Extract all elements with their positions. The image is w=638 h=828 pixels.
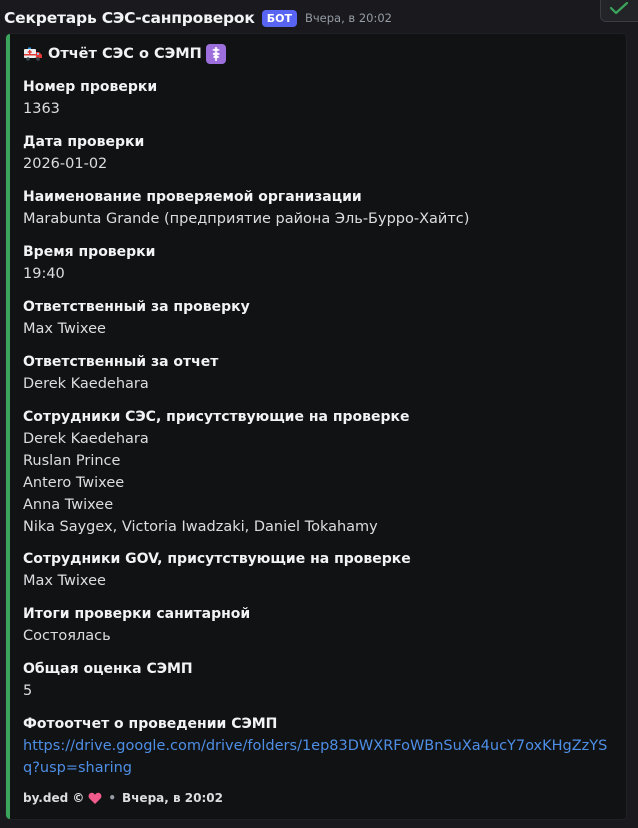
footer-separator: • <box>108 791 117 805</box>
embed-card <box>5 33 627 820</box>
field-value: 5 <box>23 683 33 699</box>
field-name: Итоги проверки санитарной <box>23 606 251 622</box>
field-value: 1363 <box>23 101 60 117</box>
embed-title <box>23 44 226 64</box>
field-value: Ruslan Prince <box>23 453 121 469</box>
reaction-button[interactable] <box>600 0 638 22</box>
message-timestamp: Вчера, в 20:02 <box>304 11 392 25</box>
field-organization <box>23 187 469 230</box>
embed-footer <box>23 791 223 805</box>
footer-text: by.ded © <box>23 791 85 805</box>
medical-symbol-icon <box>206 44 226 64</box>
field-sanitary-result <box>23 604 250 647</box>
field-overall-score <box>23 659 193 702</box>
field-value: Max Twixee <box>23 573 106 589</box>
field-check-time <box>23 242 156 285</box>
footer-timestamp: Вчера, в 20:02 <box>122 791 223 805</box>
field-check-number <box>23 77 157 120</box>
field-value: Derek Kaedehara <box>23 431 149 447</box>
field-name: Ответственный за проверку <box>23 299 250 315</box>
field-name: Сотрудники СЭС, присутствующие на проверке <box>23 409 410 425</box>
field-name: Дата проверки <box>23 134 145 150</box>
field-name: Номер проверки <box>23 79 158 95</box>
author-name[interactable]: Секретарь СЭС-санпроверок <box>4 9 255 27</box>
field-ses-staff <box>23 407 410 538</box>
field-value: Nika Saygex, Victoria Iwadzaki, Daniel Tokahamy <box>23 519 378 535</box>
field-value: 2026-01-02 <box>23 156 108 172</box>
field-name: Общая оценка СЭМП <box>23 661 193 677</box>
field-name: Наименование проверяемой организации <box>23 189 362 205</box>
field-value: Состоялась <box>23 628 111 644</box>
field-name: Фотоотчет о проведении СЭМП <box>23 716 278 732</box>
check-icon <box>609 1 629 15</box>
field-responsible-report <box>23 352 218 395</box>
bot-badge: БОТ <box>262 10 297 27</box>
embed-title-text: Отчёт СЭС о СЭМП <box>48 46 202 62</box>
field-value: Derek Kaedehara <box>23 376 149 392</box>
photo-report-link[interactable]: https://drive.google.com/drive/folders/1ep83DWXRFoWBnSuXa4ucY7oxKHgZzYSq?usp=sharing <box>23 738 608 776</box>
field-value: Anna Twixee <box>23 497 114 513</box>
embed-accent-bar <box>6 34 10 819</box>
field-name: Время проверки <box>23 244 156 260</box>
heart-icon <box>88 792 102 805</box>
field-value <box>23 735 608 779</box>
ambulance-icon <box>23 46 43 62</box>
field-value: Marabunta Grande (предприятие района Эль-Бурро-Хайтс) <box>23 211 470 227</box>
field-responsible-check <box>23 297 250 340</box>
field-photo-report <box>23 714 608 779</box>
field-check-date <box>23 132 144 175</box>
field-gov-staff <box>23 549 411 592</box>
field-name: Сотрудники GOV, присутствующие на проверке <box>23 551 411 567</box>
field-value: Max Twixee <box>23 321 106 337</box>
field-value: Antero Twixee <box>23 475 125 491</box>
field-value: 19:40 <box>23 266 65 282</box>
message-header <box>4 6 392 30</box>
field-name: Ответственный за отчет <box>23 354 219 370</box>
